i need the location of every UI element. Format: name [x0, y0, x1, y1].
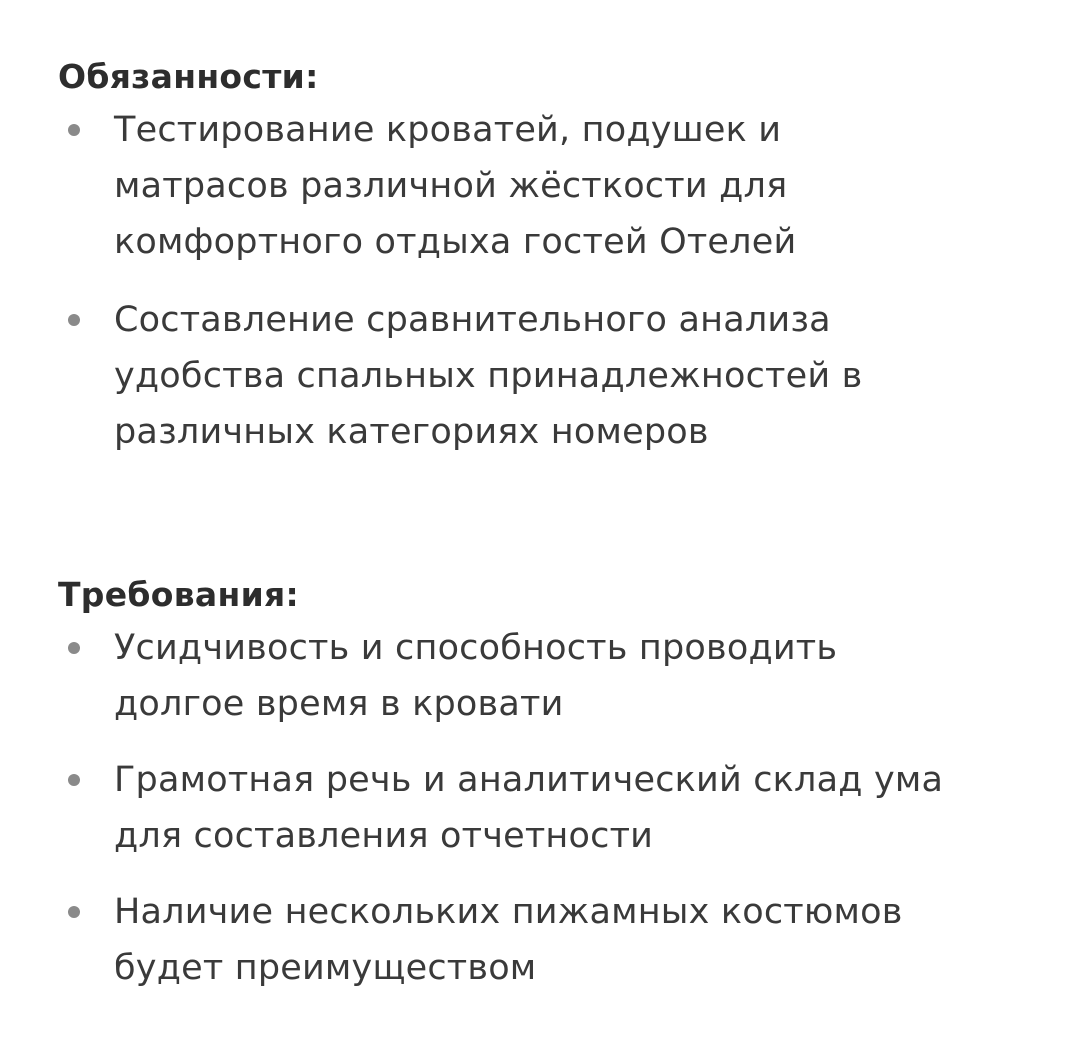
- duties-heading: Обязанности:: [58, 57, 319, 96]
- duties-section: [58, 52, 1048, 482]
- bullet-icon: [68, 774, 80, 786]
- bullet-icon: [68, 314, 80, 326]
- requirements-section: [58, 570, 1048, 1016]
- bullet-icon: [68, 906, 80, 918]
- list-item-text: Тестирование кроватей, подушек и матрасов различной жёсткости для комфортного отдыха гостей Отелей: [114, 110, 797, 262]
- requirements-list: [58, 620, 1048, 996]
- list-item-text: Составление сравнительного анализа удобства спальных принадлежностей в различных категориях номеров: [114, 300, 863, 452]
- list-item: [58, 752, 1048, 864]
- list-item: [58, 884, 1048, 996]
- bullet-icon: [68, 642, 80, 654]
- list-item: [58, 292, 1048, 460]
- list-item-text: Наличие нескольких пижамных костюмов будет преимуществом: [114, 892, 903, 988]
- requirements-heading: Требования:: [58, 575, 299, 614]
- list-item: [58, 102, 1048, 270]
- bullet-icon: [68, 124, 80, 136]
- list-item: [58, 620, 1048, 732]
- list-item-text: Грамотная речь и аналитический склад ума для составления отчетности: [114, 760, 944, 856]
- duties-list: [58, 102, 1048, 460]
- list-item-text: Усидчивость и способность проводить долгое время в кровати: [114, 628, 838, 724]
